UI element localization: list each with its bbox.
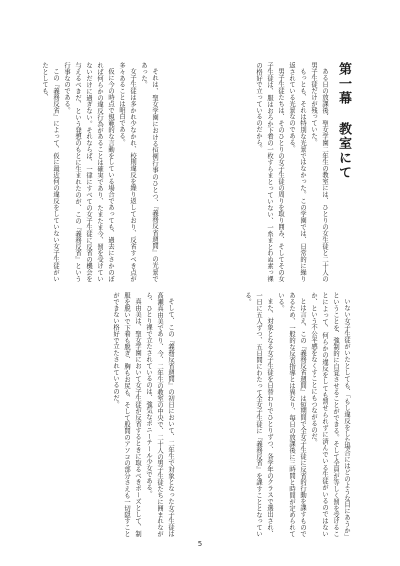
paragraph: また、対象となる女子生徒を日替わりでひとりずつ、各学年のクラスで選出され、一日に五人ずつ、五日間にわたって全女子生徒に『義務反省』を課すこととなっている。 — [244, 292, 273, 537]
paragraph: この『義務反省』によって、仮に最近何の違反をしていない女子生徒がいたとしても、 — [41, 62, 59, 282]
paragraph: そして、この『義務反省週間』の初日において、二年生で対象となった女子生徒は高瀬真由美であり、今、二年生の教室の中央で、二十人の男子生徒たちに囲まれながら、ひとり裸で立たされているのは、強気なポニーテール少女である。 — [145, 292, 174, 537]
paragraph: 男子生徒たちは、そのひとりの女子生徒の周りを取り囲み、そしてその女子生徒は、服はおろか下着の一枚すらまとっていない、一糸まとわぬ素っ裸の格好で立っているのだから。 — [255, 62, 284, 282]
paragraph: 真由美は、聖女学園において女子生徒が反省するときに取るべきポーズとして、制服を脱いで下着も脱ぎ、胸もお尻も、そして股間のアソコの部分さえも一切隠すことができない格好で立たされているのだ。 — [112, 292, 141, 537]
paragraph: 女子生徒は多かれ少なかれ、校則違反を繰り返しており、反省すべき点が多々あることは明白である。 — [118, 62, 136, 282]
upper-left-text-column — [41, 62, 160, 282]
paragraph: ある日の放課後、聖女学園二年生の教室には、ひとりの女生徒と二十人の男子生徒だけが残っていた。 — [310, 62, 328, 282]
lower-right-text-column — [180, 292, 352, 537]
page-number: 5 — [197, 540, 203, 548]
paragraph: もっとも、それは特別な光景ではなかった。この学園では、日常的に繰り返されている光景なのである。 — [288, 62, 306, 282]
paragraph: いない女子生徒がいたとしても、「もし違反をした場合にはどのような目にあうか」ということを、強制的に自覚させることができる。そして全員が等しく罰を受けることによって、何らかの違反をしても罰せられずに済んでいる生徒がいるのではないか、という不公平感をなくすことにもつながるのだ。 — [310, 292, 350, 537]
paragraph: それは、聖女学園における恒例行事のひとつ、『義務反省週間』の光景であった。 — [140, 62, 158, 282]
paragraph: とは言え、この『義務反省週間』は短期間で全女子生徒に反省的行動を課すものであるため、一般的な反省指導とは異なり、毎日の放課後に三時間と時間が定められている。 — [277, 292, 306, 537]
paragraph: 仮に今の時点で規範的な言動をしている場合であっても、過去にさかのぼれば何らかの違反行為があることは確実であり、たまたま今、罰を受けていないだけに過ぎない。それならば、一律にすべての女子生徒に反省の機会を与えるべきだ、という発想のもとに生まれたのが、この『義務反省』という行事なのである。 — [63, 62, 114, 282]
lower-left-text-column — [48, 292, 176, 537]
chapter-title: 第一幕 教室にて — [336, 62, 351, 180]
